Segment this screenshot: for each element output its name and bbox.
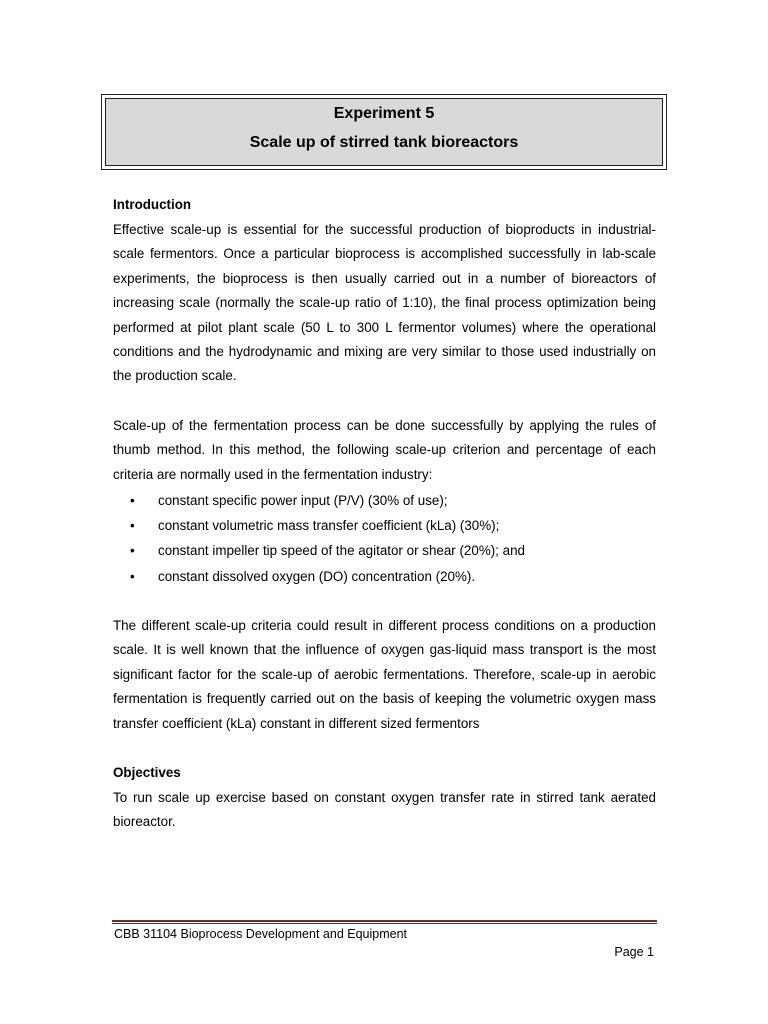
introduction-paragraph-2: Scale-up of the fermentation process can be done successfully by applying the rules of thumb method. In this method, the following scale-up criterion and percentage of each criteria are normally used in the fermentation industry: xyxy=(113,418,656,482)
introduction-paragraph-1: Effective scale-up is essential for the successful production of bioproducts in industrial-scale fermentors. Once a particular bioprocess is accomplished successfully in lab-scale experiments, the bioprocess is then usually carried out in a number of bioreactors of increasing scale (normally the scale-up ratio of 1:10), the final process optimization being performed at pilot plant scale (50 L to 300 L fermentor volumes) where the operational conditions and the hydrodynamic and mixing are very similar to those used industrially on the production scale. xyxy=(113,222,656,384)
introduction-paragraph-3: The different scale-up criteria could result in different process conditions on a production scale. It is well known that the influence of oxygen gas-liquid mass transport is the most significant factor for the scale-up of aerobic fermentations. Therefore, scale-up in aerobic fermentation is frequently carried out on the basis of keeping the volumetric oxygen mass transfer coefficient (kLa) constant in different sized fermentors xyxy=(113,618,656,731)
footer-divider xyxy=(112,920,657,922)
list-item-text: constant specific power input (P/V) (30% of use); xyxy=(158,493,448,508)
title-panel xyxy=(105,98,663,166)
page-number: Page 1 xyxy=(614,945,654,959)
footer-course-title: CBB 31104 Bioprocess Development and Equipment xyxy=(114,927,407,941)
bullet-icon: • xyxy=(130,568,135,584)
introduction-heading: Introduction xyxy=(113,197,192,212)
list-item xyxy=(113,488,656,513)
criteria-list xyxy=(113,488,656,589)
experiment-title: Scale up of stirred tank bioreactors xyxy=(249,134,519,151)
list-item-text: constant dissolved oxygen (DO) concentration (20%). xyxy=(158,568,476,584)
experiment-number: Experiment 5 xyxy=(333,105,435,122)
bullet-icon: • xyxy=(130,518,135,534)
list-item-text: constant volumetric mass transfer coefficient (kLa) (30%); xyxy=(158,518,500,534)
objectives-heading: Objectives xyxy=(113,765,181,780)
list-item-text: constant impeller tip speed of the agitator or shear (20%); and xyxy=(158,543,525,559)
objectives-paragraph: To run scale up exercise based on constant oxygen transfer rate in stirred tank aerated bioreactor. xyxy=(113,790,656,830)
title-box xyxy=(101,94,667,170)
list-item xyxy=(113,564,656,589)
footer-divider-thin xyxy=(112,923,657,924)
bullet-icon: • xyxy=(130,493,135,508)
list-item xyxy=(113,538,656,563)
bullet-icon: • xyxy=(130,543,135,559)
list-item xyxy=(113,513,656,538)
